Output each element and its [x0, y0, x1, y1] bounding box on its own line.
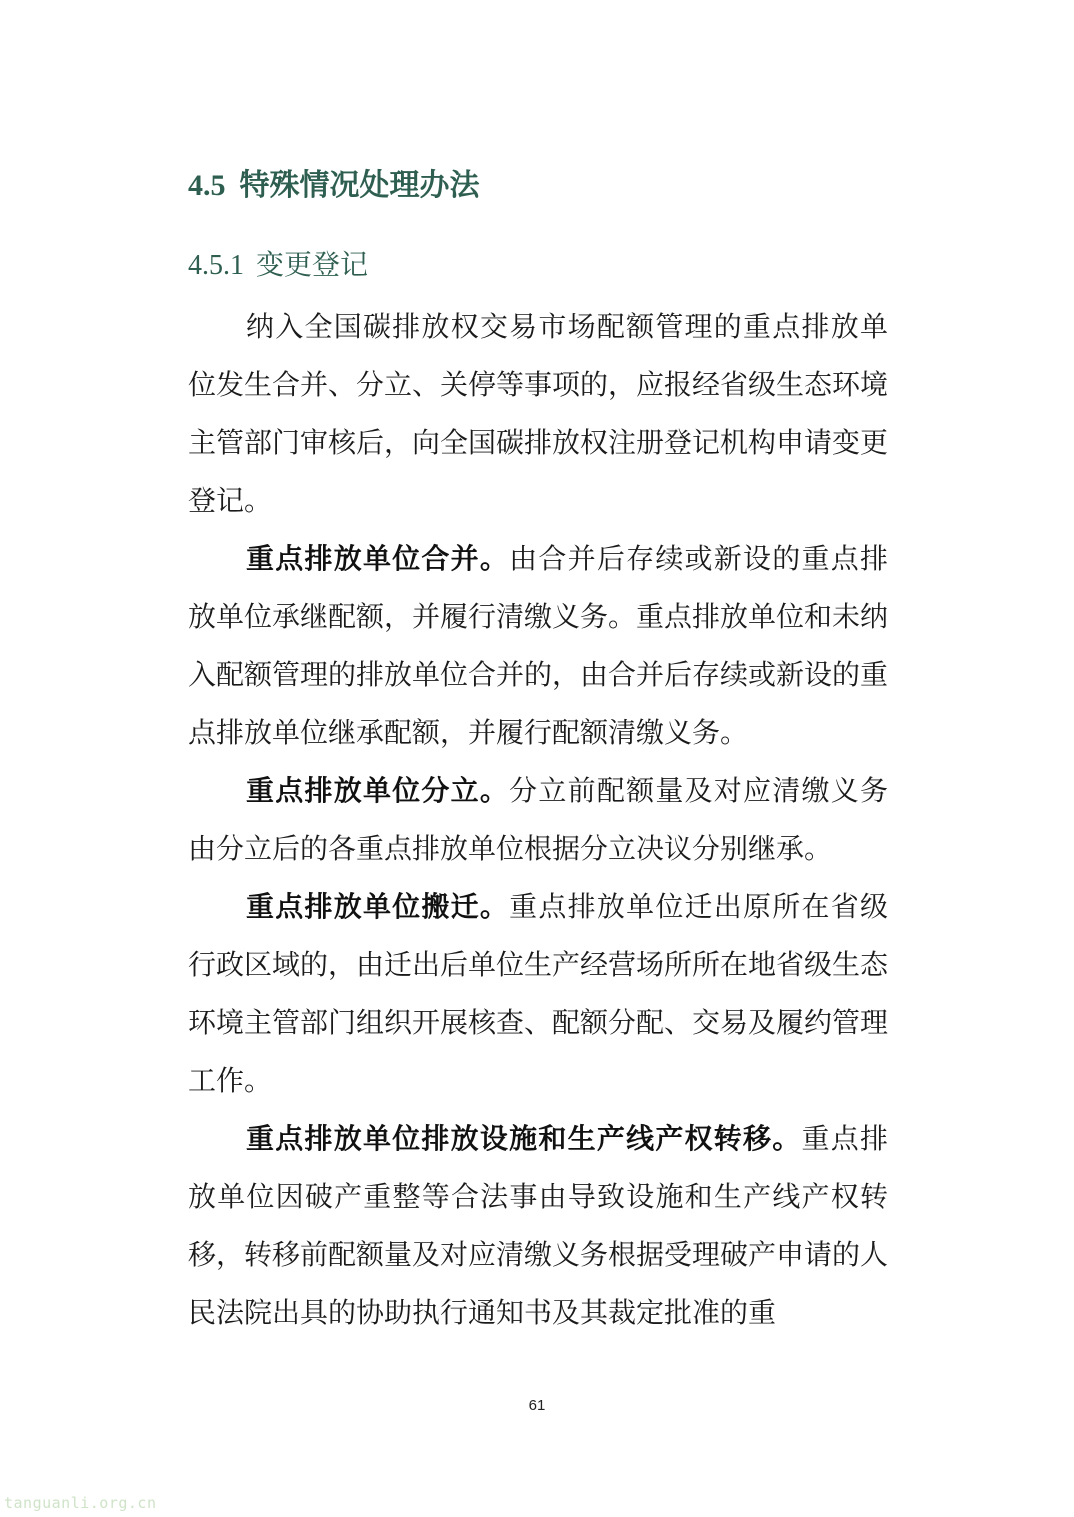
subsection-heading	[188, 244, 368, 287]
section-title-text: 特殊情况处理办法	[239, 168, 480, 203]
paragraph-text: 由合并后存续或新设的重点排放单位承继配额，并履行清缴义务。重点排放单位和未纳入配额管理的排放单位合并的，由合并后存续或新设的重点排放单位继承配额，并履行配额清缴义务。	[188, 542, 889, 749]
subsection-title-text: 变更登记	[256, 248, 369, 281]
subsection-number: 4.5.1	[188, 250, 244, 281]
paragraph-transfer	[188, 1110, 888, 1342]
section-number: 4.5	[188, 169, 226, 202]
paragraph-intro	[188, 298, 888, 530]
paragraph-relocation	[188, 878, 888, 1110]
paragraph-lead: 重点排放单位搬迁。	[246, 890, 510, 923]
body-text	[188, 298, 888, 1342]
paragraph-lead: 重点排放单位排放设施和生产线产权转移。	[246, 1122, 802, 1155]
paragraph-lead: 重点排放单位合并。	[246, 542, 510, 575]
paragraph-text: 分立前配额量及对应清缴义务由分立后的各重点排放单位根据分立决议分别继承。	[188, 774, 888, 865]
paragraph-lead: 重点排放单位分立。	[246, 774, 510, 807]
section-heading	[188, 164, 480, 208]
paragraph-division	[188, 762, 888, 878]
paragraph-merger	[188, 530, 888, 762]
paragraph-text: 重点排放单位迁出原所在省级行政区域的，由迁出后单位生产经营场所所在地省级生态环境主管部门组织开展核查、配额分配、交易及履约管理工作。	[188, 890, 889, 1097]
paragraph-text: 纳入全国碳排放权交易市场配额管理的重点排放单位发生合并、分立、关停等事项的，应报经省级生态环境主管部门审核后，向全国碳排放权注册登记机构申请变更登记。	[188, 310, 889, 517]
page-number: 61	[528, 1397, 546, 1414]
watermark: tanguanli.org.cn	[4, 1494, 157, 1512]
paragraph-text: 重点排放单位因破产重整等合法事由导致设施和生产线产权转移，转移前配额量及对应清缴义务根据受理破产申请的人民法院出具的协助执行通知书及其裁定批准的重	[188, 1122, 889, 1329]
